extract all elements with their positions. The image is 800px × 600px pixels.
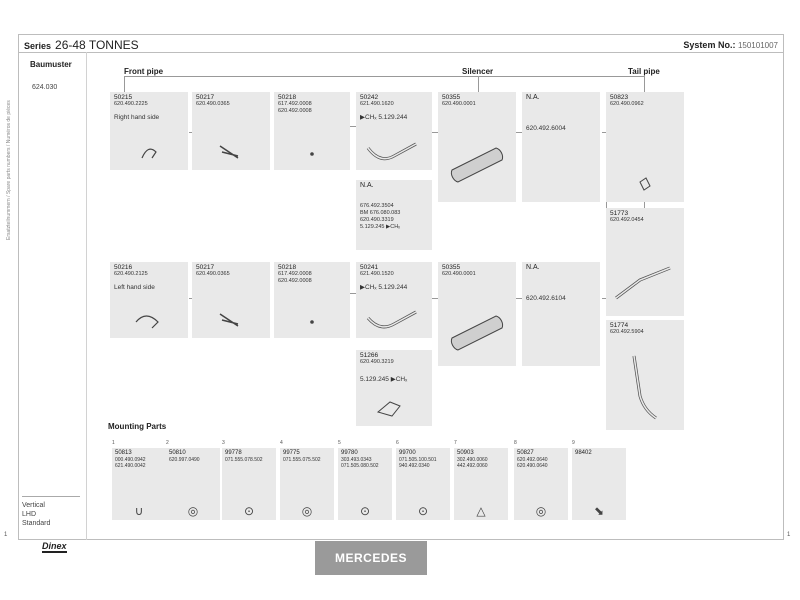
part-box-lower-2[interactable]: 50217 620.490.0365: [192, 262, 270, 338]
part-box-lower-6[interactable]: N.A. 620.492.6104: [522, 262, 600, 366]
page-number-right: 1: [787, 532, 791, 538]
ring-clamp-icon: ◎: [187, 503, 199, 518]
mounting-part-3[interactable]: 3 99778 071.555.078.502 ⊙: [222, 448, 276, 520]
mounting-part-7[interactable]: 7 50903 302.490.0060 442.492.0060 △: [454, 448, 508, 520]
bracket-icon: [356, 394, 432, 420]
part-box-lower-1[interactable]: 50216 620.490.2125 Left hand side: [110, 262, 188, 338]
system-number: System No.: 150101007: [683, 40, 778, 50]
mounting-part-5[interactable]: 5 99780 303.493.0343 071.505.080.502 ⊙: [338, 448, 392, 520]
part-box-upper-3[interactable]: 50218 617.492.0008 620.492.0008: [274, 92, 350, 170]
mounting-part-9[interactable]: 9 98402 ⬊: [572, 448, 626, 520]
dinex-logo: Dinex: [42, 541, 67, 551]
tail-pipe-icon: [610, 348, 680, 428]
connector-line: [124, 76, 644, 77]
part-box-lower-5[interactable]: 50355 620.490.0001: [438, 262, 516, 366]
mounting-part-6[interactable]: 6 99700 071.505.100.501 940.492.0340 ⊙: [396, 448, 450, 520]
part-box-upper-1[interactable]: 50215 620.490.2225 Right hand side: [110, 92, 188, 170]
hose-clamp-icon: ⊙: [243, 503, 255, 518]
mounting-part-8[interactable]: 8 50827 620.492.0640 620.490.0640 ◎: [514, 448, 568, 520]
pipe-clamp-icon: [110, 138, 188, 164]
connector-line: [124, 76, 125, 92]
silencer-icon: [442, 304, 512, 354]
gasket-icon: [192, 306, 270, 332]
hose-clamp-icon: ⊙: [417, 503, 429, 518]
mounting-part-1[interactable]: 1 50813 000.490.0942 621.490.0042 ∪: [112, 448, 166, 520]
section-tail-pipe: Tail pipe: [628, 67, 660, 76]
pipe-clamp-icon: [110, 306, 188, 332]
part-box-upper-7[interactable]: 50823 620.490.0962: [606, 92, 684, 202]
part-box-lower-4[interactable]: 50241 621.490.1520 ▶CHₓ 5.129.244: [356, 262, 432, 338]
standard-block: Vertical LHD Standard: [22, 496, 80, 528]
part-box-upper-5[interactable]: 50355 620.490.0001: [438, 92, 516, 202]
bolt-icon: ⬊: [593, 503, 605, 518]
baumuster-label: Baumuster: [30, 60, 72, 69]
bent-pipe-icon: [356, 306, 432, 332]
part-box-upper-6[interactable]: N.A. 620.492.6004: [522, 92, 600, 202]
header-divider: [18, 52, 784, 53]
page-number-left: 1: [4, 532, 8, 538]
bent-pipe-icon: [356, 138, 432, 164]
ring-clamp-icon: ◎: [535, 503, 547, 518]
baumuster-value: 624.030: [32, 84, 58, 91]
brand-banner: [315, 541, 427, 575]
mounting-part-2[interactable]: 2 50810 620.997.0490 ◎: [166, 448, 220, 520]
part-box-na-middle[interactable]: N.A. 676.492.3504 BM 676.080.083 620.490.3319 5.129.245 ▶CHₓ: [356, 180, 432, 250]
vertical-note: Ersatzteilnummern / Spare parts numbers / Numéros de pièces: [6, 100, 12, 240]
nut-icon: [274, 138, 350, 164]
hose-clamp-icon: ⊙: [359, 503, 371, 518]
tail-pipe-icon: [610, 258, 680, 308]
part-box-upper-2[interactable]: 50217 620.490.0365: [192, 92, 270, 170]
series-heading: Series 26-48 TONNES: [24, 38, 139, 52]
mounting-part-4[interactable]: 4 99775 071.555.075.502 ◎: [280, 448, 334, 520]
gasket-icon: [192, 138, 270, 164]
part-box-lower-3[interactable]: 50218 617.492.0008 620.492.0008: [274, 262, 350, 338]
bracket-icon: [606, 172, 684, 196]
silencer-icon: [442, 136, 512, 186]
part-box-tail-1[interactable]: 51773 620.492.0454: [606, 208, 684, 316]
ring-clamp-icon: ◎: [301, 503, 313, 518]
nut-icon: [274, 306, 350, 332]
flange-icon: △: [476, 503, 486, 518]
brand-label: MERCEDES: [334, 551, 407, 565]
part-box-bottom-middle[interactable]: 51266 620.490.3219 5.129.245 ▶CHₓ: [356, 350, 432, 426]
left-panel: [26, 52, 87, 540]
section-front-pipe: Front pipe: [124, 67, 164, 76]
section-mounting-parts: Mounting Parts: [108, 422, 167, 431]
clamp-icon: ∪: [134, 503, 144, 518]
part-box-tail-2[interactable]: 51774 620.492.5904: [606, 320, 684, 430]
section-silencer: Silencer: [462, 67, 494, 76]
part-box-upper-4[interactable]: 50242 621.490.1620 ▶CHₓ 5.129.244: [356, 92, 432, 170]
connector-line: [644, 76, 645, 92]
connector-line: [478, 76, 479, 92]
